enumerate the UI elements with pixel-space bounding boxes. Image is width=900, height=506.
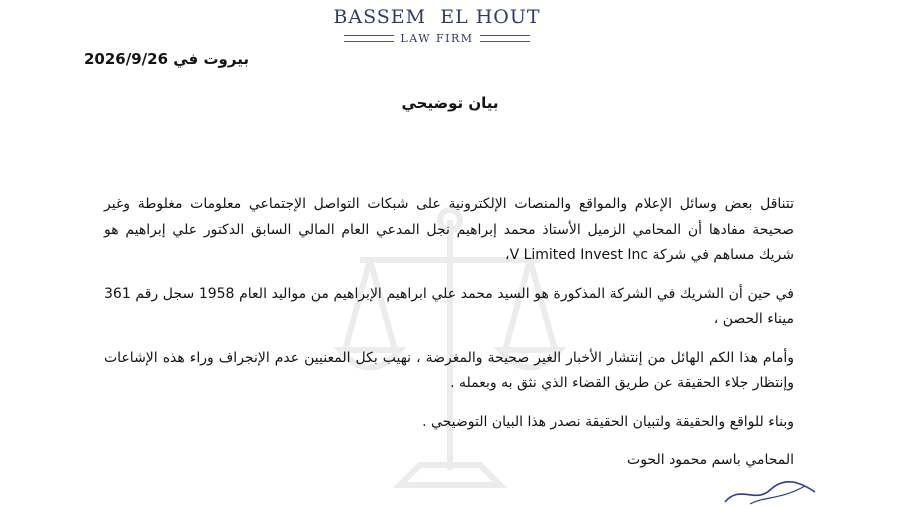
signatory-name: المحامي باسم محمود الحوت [627,452,794,468]
letterhead [0,4,874,45]
paragraph: في حين أن الشريك في الشركة المذكورة هو السيد محمد علي ابراهيم الإبراهيم من مواليد العام 1958 سجل رقم 361 ميناء الحصن ، [104,285,795,327]
paragraph: وبناء للواقع والحقيقة ولتبيان الحقيقة نصدر هذا البيان التوضيحي . [422,413,794,430]
firm-subtitle: LAW FIRM [400,32,474,45]
date-line: بيروت في 2026/9/26 [84,50,249,68]
firm-subtitle-row [0,32,874,45]
handwritten-signature-icon [720,478,820,506]
letter-body [104,192,794,474]
document-title: بيان توضيحي [401,94,499,112]
firm-name: BASSEM EL HOUT [333,6,541,28]
paragraph: تتناقل بعض وسائل الإعلام والمواقع والمنصات الإلكترونية على شبكات التواصل الإجتماعي معلومات مغلوطة وغير صحيحة مفادها أن المحامي الزميل الأستاذ محمد إبراهيم نجل المدعي العام المالي السابق الدكتور علي إبراهيم هو شريك مساهم في شركة V Limited Invest Inc، [104,196,794,263]
divider-right [480,35,530,42]
divider-left [344,35,394,42]
paragraph: وأمام هذا الكم الهائل من إنتشار الأخبار الغير صحيحة والمغرضة ، نهيب بكل المعنيين عدم الإنجراف وراء هذه الإشاعات وإنتظار جلاء الحقيقة عن طريق القضاء الذي نثق به وبعمله . [104,349,794,391]
